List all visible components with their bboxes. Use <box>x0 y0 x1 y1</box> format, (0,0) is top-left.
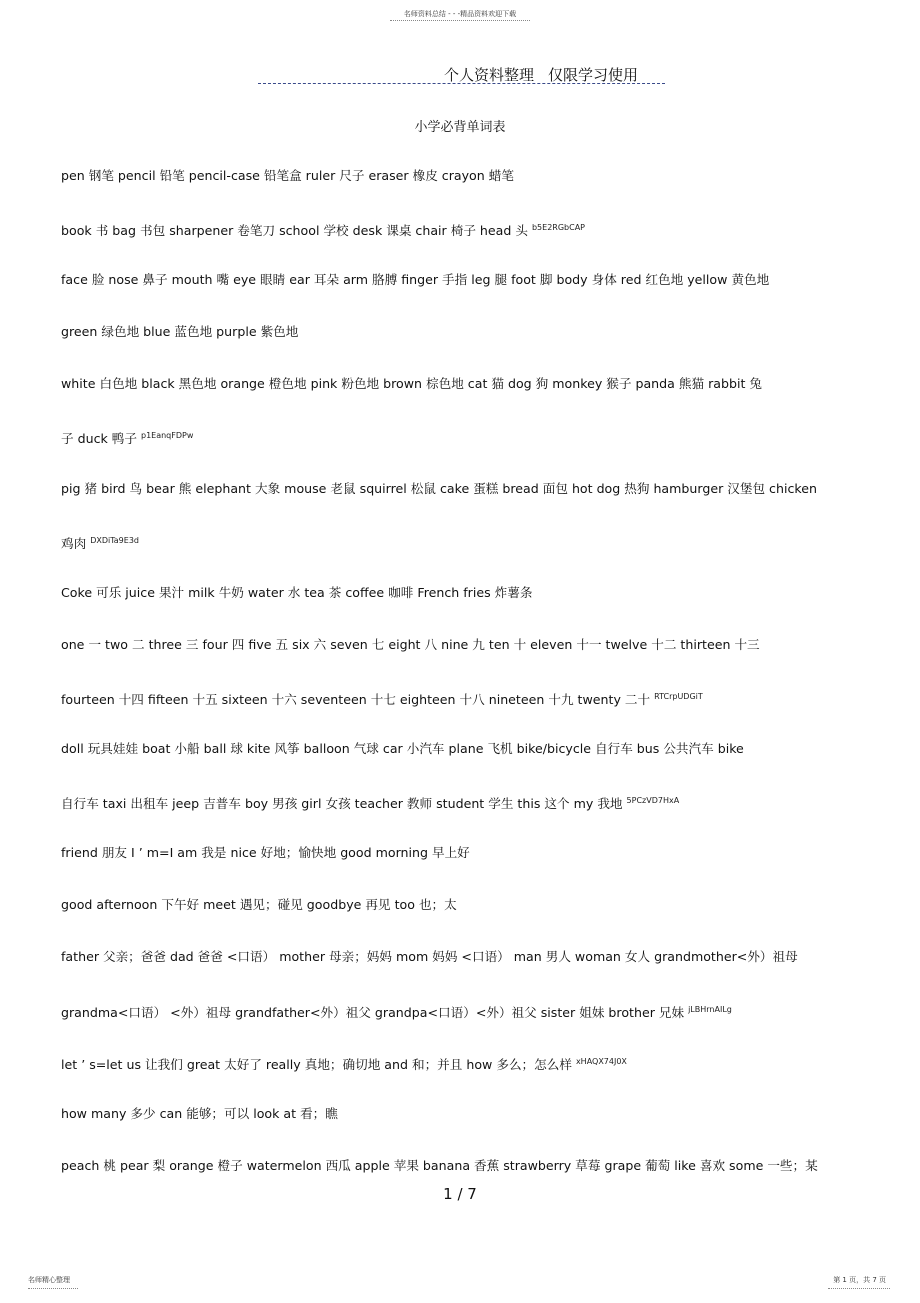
vocabulary-line-text: peach 桃 pear 梨 orange 橙子 watermelon 西瓜 apple 苹果 banana 香蕉 strawberry 草莓 grape 葡萄 like 喜欢 some 一些；某 <box>61 1157 818 1173</box>
line-code: xHAQX74J0X <box>575 1056 627 1066</box>
vocabulary-line <box>61 218 861 270</box>
vocabulary-line-text: father 父亲；爸爸 dad 爸爸 <口语） mother 母亲；妈妈 mom 妈妈 <口语） man 男人 woman 女人 grandmother<外）祖母 <box>61 949 798 965</box>
vocabulary-line <box>61 843 861 895</box>
footer-right: 第 1 页，共 7 页 <box>833 1276 886 1284</box>
vocabulary-line-text: pig 猪 bird 鸟 bear 熊 elephant 大象 mouse 老鼠 squirrel 松鼠 cake 蛋糕 bread 面包 hot dog 热狗 hamburger 汉堡包 chicken <box>61 480 817 496</box>
vocabulary-line-text: 鸡肉 <box>61 535 87 551</box>
header-right-text: 仅限学习使用 <box>548 66 639 84</box>
vocabulary-line <box>61 687 861 739</box>
vocabulary-line <box>61 166 861 218</box>
page-header <box>444 64 638 85</box>
page-number: 1 / 7 <box>443 1185 477 1203</box>
vocabulary-line-text: book 书 bag 书包 sharpener 卷笔刀 school 学校 desk 课桌 chair 椅子 head 头 <box>61 223 528 239</box>
vocabulary-line-text: green 绿色地 blue 蓝色地 purple 紫色地 <box>61 324 299 340</box>
vocabulary-line-text: let ’ s=let us 让我们 great 太好了 really 真地；确切地 and 和；并且 how 多么；怎么样 <box>61 1056 572 1072</box>
vocabulary-line-text: white 白色地 black 黑色地 orange 橙色地 pink 粉色地 brown 棕色地 cat 猫 dog 狗 monkey 猴子 panda 熊猫 rabbit 兔 <box>61 376 762 392</box>
vocabulary-line <box>61 583 861 635</box>
vocabulary-line <box>61 479 861 531</box>
vocabulary-line-text: doll 玩具娃娃 boat 小船 ball 球 kite 风筝 balloon 气球 car 小汽车 plane 飞机 bike/bicycle 自行车 bus 公共汽车 bike <box>61 741 744 757</box>
vocabulary-line <box>61 1052 861 1104</box>
vocabulary-line <box>61 947 861 999</box>
vocabulary-line-text: grandma<口语） <外）祖母 grandfather<外）祖父 grandpa<口语）<外）祖父 sister 姐妹 brother 兄妹 <box>61 1004 685 1020</box>
footer-dotted-rule-left <box>28 1288 78 1289</box>
vocabulary-line-text: pen 钢笔 pencil 铅笔 pencil-case 铅笔盒 ruler 尺子 eraser 橡皮 crayon 蜡笔 <box>61 168 514 183</box>
vocabulary-line-text: face 脸 nose 鼻子 mouth 嘴 eye 眼睛 ear 耳朵 arm 胳膊 finger 手指 leg 腿 foot 脚 body 身体 red 红色地 yellow 黄色地 <box>61 272 770 288</box>
vocabulary-line <box>61 374 861 426</box>
vocabulary-line-text: good afternoon 下午好 meet 遇见；碰见 goodbye 再见 too 也；太 <box>61 897 457 913</box>
vocabulary-line <box>61 635 861 687</box>
vocabulary-line <box>61 1000 861 1052</box>
vocabulary-line <box>61 1104 861 1156</box>
vocabulary-line <box>61 270 861 322</box>
line-code: 5PCzVD7HxA <box>626 796 680 806</box>
line-code: DXDiTa9E3d <box>90 535 139 545</box>
vocabulary-line <box>61 895 861 947</box>
line-code: p1EanqFDPw <box>140 431 194 441</box>
header-left-text: 个人资料整理 <box>444 66 535 84</box>
vocabulary-line <box>61 791 861 843</box>
vocabulary-line-text: 自行车 taxi 出租车 jeep 吉普车 boy 男孩 girl 女孩 teacher 教师 student 学生 this 这个 my 我地 <box>61 796 623 812</box>
line-code: RTCrpUDGiT <box>654 691 703 701</box>
vocabulary-line <box>61 426 861 478</box>
top-dotted-rule <box>390 20 530 21</box>
footer-left: 名师精心整理 <box>28 1276 70 1284</box>
vocabulary-line-text: one 一 two 二 three 三 four 四 five 五 six 六 seven 七 eight 八 nine 九 ten 十 eleven 十一 twelve 十二 thirteen 十三 <box>61 636 760 652</box>
vocabulary-line <box>61 739 861 791</box>
vocabulary-line-text: 子 duck 鸭子 <box>61 431 137 447</box>
vocabulary-line <box>61 322 861 374</box>
vocabulary-line <box>61 531 861 583</box>
line-code: jLBHrnAILg <box>688 1004 732 1014</box>
vocabulary-line-text: how many 多少 can 能够；可以 look at 看；瞧 <box>61 1105 338 1121</box>
footer-dotted-rule-right <box>828 1288 890 1289</box>
top-note: 名师资料总结 - - -精品资料欢迎下载 <box>403 10 517 18</box>
line-code: b5E2RGbCAP <box>531 223 585 233</box>
vocabulary-line-text: fourteen 十四 fifteen 十五 sixteen 十六 seventeen 十七 eighteen 十八 nineteen 十九 twenty 二十 <box>61 691 651 707</box>
document-title: 小学必背单词表 <box>414 120 506 135</box>
vocabulary-line-text: friend 朋友 I ’ m=I am 我是 nice 好地；愉快地 good morning 早上好 <box>61 845 470 861</box>
vocabulary-line-text: Coke 可乐 juice 果汁 milk 牛奶 water 水 tea 茶 coffee 咖啡 French fries 炸薯条 <box>61 584 533 600</box>
vocabulary-list <box>61 166 861 1208</box>
header-rule <box>258 83 665 84</box>
